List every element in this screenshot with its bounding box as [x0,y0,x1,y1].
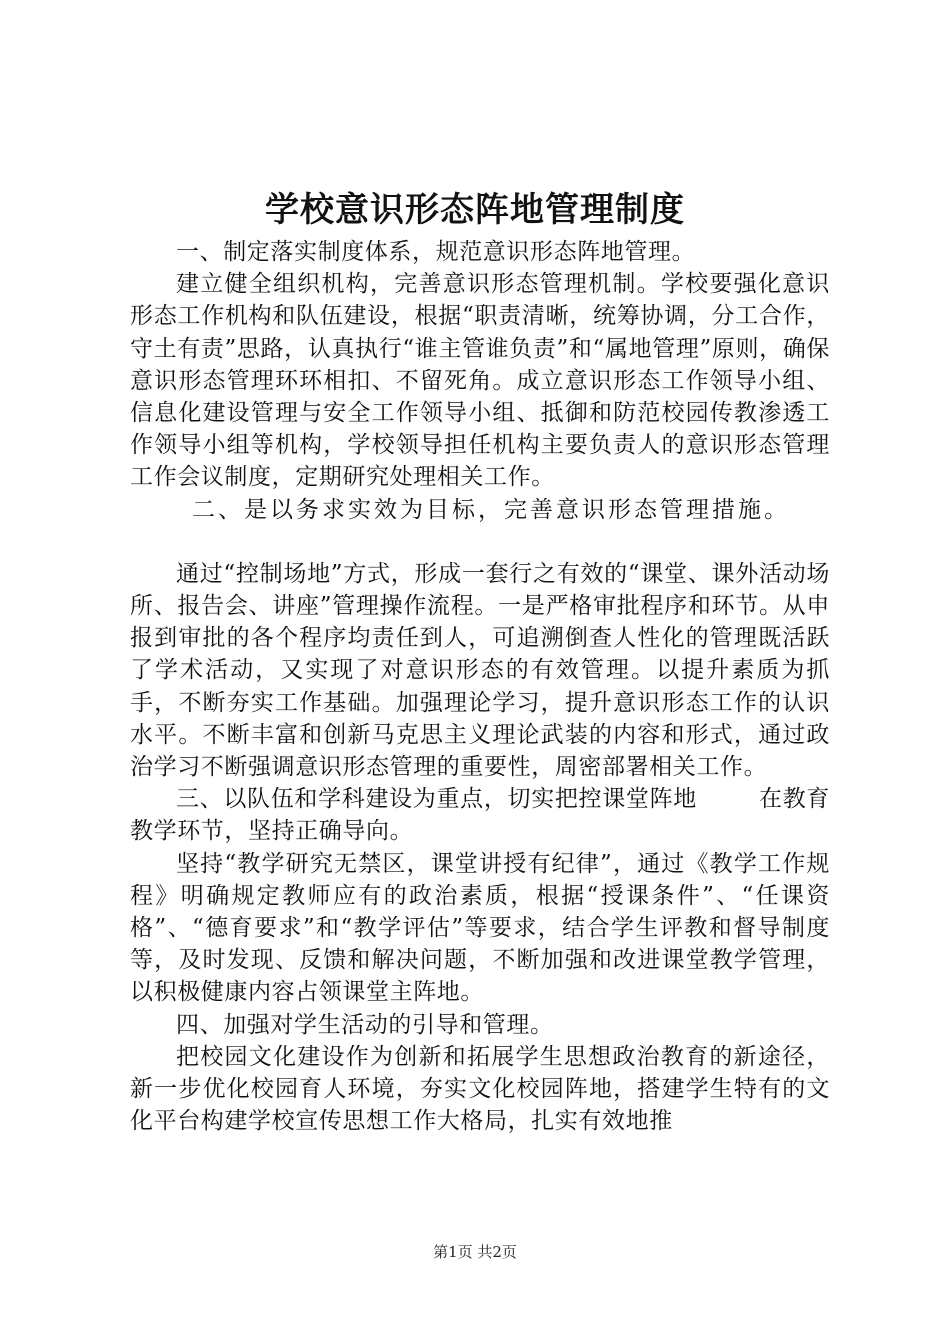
section-2-paragraph: 通过“控制场地”方式，形成一套行之有效的“课堂、课外活动场所、报告会、讲座”管理操作流程。一是严格审批程序和环节。从申报到审批的各个程序均责任到人，可追溯倒查人性化的管理既活跃了学术活动，又实现了对意识形态的有效管理。以提升素质为抓手，不断夯实工作基础。加强理论学习，提升意识形态工作的认识水平。不断丰富和创新马克思主义理论武装的内容和形式，通过政治学习不断强调意识形态管理的重要性，周密部署相关工作。 [130,560,830,781]
section-1-paragraph: 建立健全组织机构，完善意识形态管理机制。学校要强化意识形态工作机构和队伍建设，根据“职责清晰，统筹协调，分工合作，守土有责”思路，认真执行“谁主管谁负责”和“属地管理”原则，确保意识形态管理环环相扣、不留死角。成立意识形态工作领导小组、信息化建设管理与安全工作领导小组、抵御和防范校园传教渗透工作领导小组等机构，学校领导担任机构主要负责人的意识形态管理工作会议制度，定期研究处理相关工作。 [130,271,830,491]
section-4-paragraph: 把校园文化建设作为创新和拓展学生思想政治教育的新途径，新一步优化校园育人环境，夯实文化校园阵地，搭建学生特有的文化平台构建学校宣传思想工作大格局，扎实有效地推 [130,1043,830,1135]
section-3-paragraph: 坚持“教学研究无禁区，课堂讲授有纪律”，通过《教学工作规程》明确规定教师应有的政治素质，根据“授课条件”、“任课资格”、“德育要求”和“教学评估”等要求，结合学生评教和督导制度等，及时发现、反馈和解决问题，不断加强和改进课堂教学管理，以积极健康内容占领课堂主阵地。 [130,850,830,1006]
section-2-heading: 二、是以务求实效为目标，完善意识形态管理措施。 [192,496,790,523]
document-body [130,236,830,1137]
section-3-heading-part-a: 三、以队伍和学科建设为重点，切实把控课堂阵地 [176,786,697,813]
page-number-footer: 第1页 共2页 [433,1243,517,1261]
blank-line [130,526,830,558]
section-4-heading: 四、加强对学生活动的引导和管理。 [176,1011,554,1038]
section-3-heading [130,783,830,847]
document-title: 学校意识形态阵地管理制度 [265,190,685,230]
section-3-heading-part-b: 在教育教学环节，坚持正确导向。 [130,786,830,845]
section-1-heading: 一、制定落实制度体系，规范意识形态阵地管理。 [176,239,696,265]
